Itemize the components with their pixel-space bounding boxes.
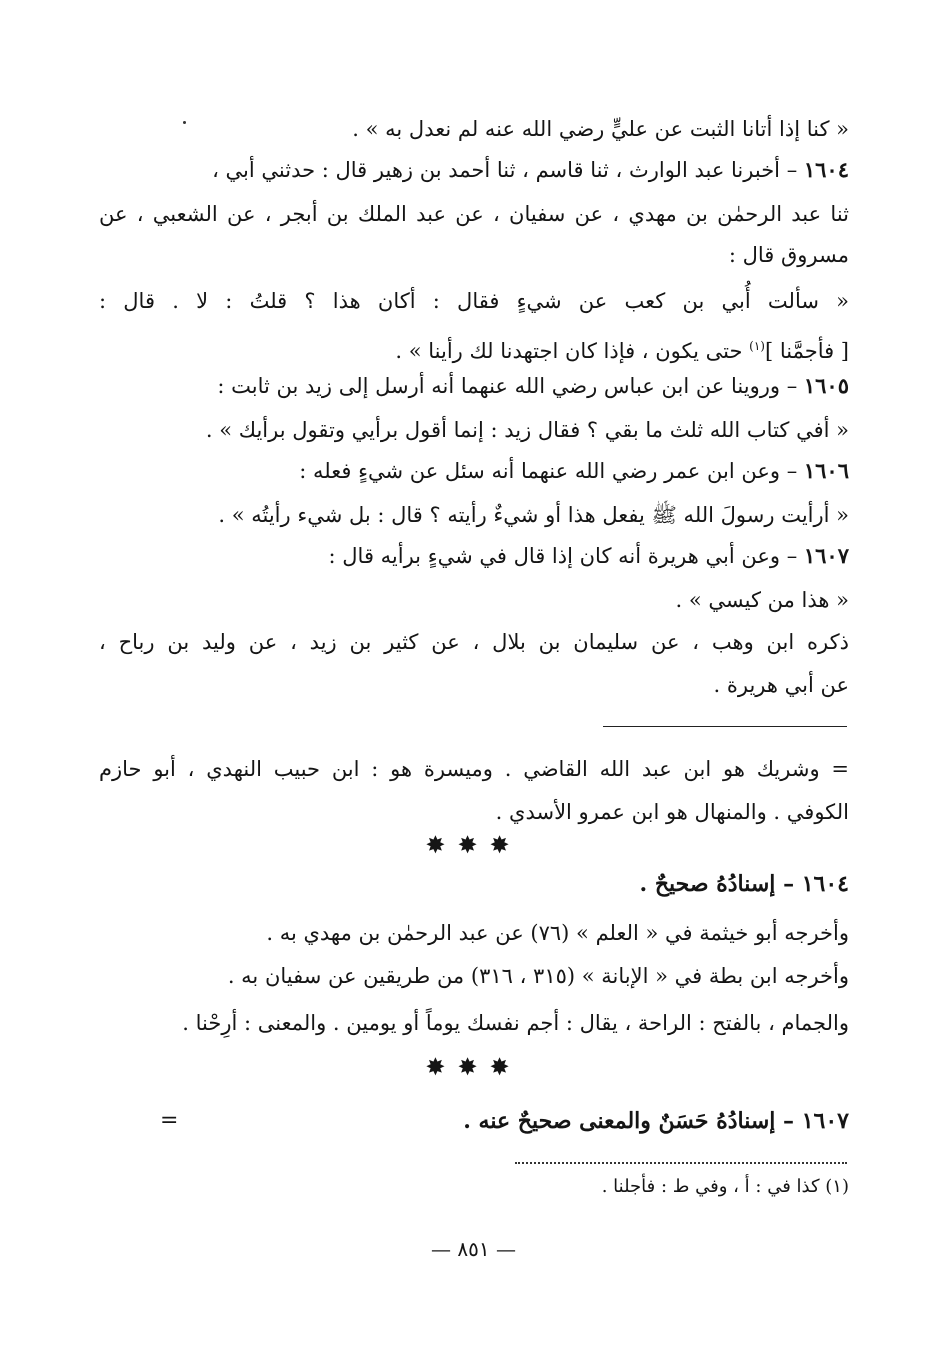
text-line-4: مسروق قال : xyxy=(728,243,849,267)
section-divider-stars-2: ✸✸✸ xyxy=(425,1053,522,1081)
note-line-5: والجمام ، بالفتح : الراحة ، يقال : أجم نفسك يوماً أو يومين . والمعنى : أرِحْنا . xyxy=(182,1011,849,1035)
hadith-1605-line xyxy=(99,371,849,401)
hadith-1606-line xyxy=(99,456,849,486)
footnote-ref-1: (١) xyxy=(749,339,765,353)
text-line-6 xyxy=(99,331,849,366)
notes-separator-rule xyxy=(603,726,847,727)
hadith-1607-text: – وعن أبي هريرة أنه كان إذا قال في شيءٍ برأيه قال : xyxy=(328,544,804,568)
text-line-6-rest: حتى يكون ، فإذا كان اجتهدنا لك رأينا » . xyxy=(395,339,750,363)
note-line-4: وأخرجه ابن بطة في « الإبانة » (٣١٥ ، ٣١٦) من طريقين عن سفيان به . xyxy=(227,964,849,988)
hadith-1604-text: – أخبرنا عبد الوارث ، ثنا قاسم ، ثنا أحمد بن زهير قال : حدثني أبي ، xyxy=(212,158,804,182)
text-line-3: ثنا عبد الرحمٰن بن مهدي ، عن سفيان ، عن عبد الملك بن أبجر ، عن الشعبي ، عن xyxy=(99,202,849,226)
page-number: — ٨٥١ — xyxy=(431,1237,516,1261)
text-line-8: « أفي كتاب الله ثلث ما بقي ؟ فقال زيد : إنما أقول برأيي وتقول برأيك » . xyxy=(205,418,849,442)
note-line-1: = وشريك هو ابن عبد الله القاضي . وميسرة هو : ابن حبيب النهدي ، أبو حازم xyxy=(99,757,849,781)
grading-heading-1607: ١٦٠٧ – إسنادُهُ حَسَنٌ والمعنى صحيحٌ عنه . xyxy=(463,1108,849,1134)
hadith-number-1604: ١٦٠٤ xyxy=(803,157,849,182)
hadith-number-1605: ١٦٠٥ xyxy=(803,373,849,398)
hadith-1604-line xyxy=(99,155,849,185)
section-divider-stars-1: ✸✸✸ xyxy=(425,831,522,859)
text-line-13: ذكره ابن وهب ، عن سليمان بن بلال ، عن كثير بن زيد ، عن وليد بن رباح ، xyxy=(99,630,849,654)
hadith-number-1607: ١٦٠٧ xyxy=(803,543,849,568)
footnote-1: (١) كذا في : أ ، وفي ط : فأجلنا . xyxy=(601,1176,849,1197)
bracketed-word: [ فأجمَّنا ] xyxy=(764,339,849,363)
footnote-separator-dots xyxy=(515,1162,847,1164)
text-line-5: « سألت أُبي بن كعب عن شيءٍ فقال : أكان هذا ؟ قلتُ : لا . قال : xyxy=(99,289,849,313)
text-line-10: « أرأيت رسولَ الله ﷺ يفعل هذا أو شيءٌ رأيته ؟ قال : بل شيء رأيتُه » . xyxy=(218,503,849,527)
hadith-1606-text: – وعن ابن عمر رضي الله عنهما أنه سئل عن شيءٍ فعله : xyxy=(299,459,804,483)
text-line-12: « هذا من كيسي » . xyxy=(675,588,849,612)
hadith-1605-text: – وروينا عن ابن عباس رضي الله عنهما أنه أرسل إلى زيد بن ثابت : xyxy=(217,374,804,398)
text-line-1: « كنا إذا أتانا الثبت عن عليٍّ رضي الله عنه لم نعدل به » . xyxy=(352,117,849,141)
note-line-2: الكوفي . والمنهال هو ابن عمرو الأسدي . xyxy=(495,800,849,824)
continuation-mark: = xyxy=(160,1108,179,1133)
hadith-number-1606: ١٦٠٦ xyxy=(803,458,849,483)
grading-heading-1604: ١٦٠٤ – إسنادُهُ صحيحٌ . xyxy=(639,871,849,897)
scan-speck xyxy=(183,121,186,124)
note-line-3: وأخرجه أبو خيثمة في « العلم » (٧٦) عن عبد الرحمٰن بن مهدي به . xyxy=(266,921,849,945)
hadith-1607-line xyxy=(99,541,849,571)
text-line-14: عن أبي هريرة . xyxy=(713,673,849,697)
